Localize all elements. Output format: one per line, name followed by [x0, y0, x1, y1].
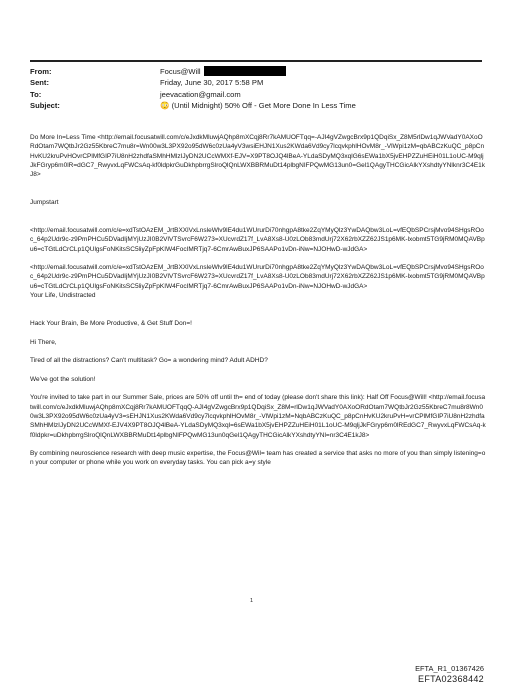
body-link-1: <http://email.focusatwill.com/c/e=xdTstOAzEM_JrtBXXlVxLnsleWlv9lE4du1WUrurDi70nhgpA8tke2ZqYMyQlz3YwDAQbw3LoL=vfEQbSPCrsjMvo94SHgsROoc_64p2Udr9c-z9PmPHCu5DVadIjMYjUzJI0B2VlVTSvrcF6W273=XUcvrdZ17f_LvA8Xs8-U0zLOb83mdUrj72X62rbXZZ62JS1p6MK-lxobmt5TG9jRM0MQAVBpu6=cTGtLdCrCLp1QUlgsFoNKitsSC5liyZpFpKIW4FocIMRTjq7-6CmrAwBuxJP6SAAPo1vDn-iNw=NJOHwD-wJdGA> — [30, 226, 485, 253]
from-value: Focus@Will — [160, 67, 201, 76]
body-heading-hack: Hack Your Brain, Be More Productive, & Get Stuff Don=! — [30, 319, 192, 327]
footer-id-1: EFTA_R1_01367426 — [415, 664, 484, 673]
sent-label: Sent: — [30, 78, 49, 88]
top-rule — [30, 60, 482, 62]
footer-id-2: EFTA02368442 — [418, 674, 484, 684]
subject-label: Subject: — [30, 101, 60, 111]
body-greeting: Hi There, — [30, 338, 57, 346]
page-number: 1 — [250, 598, 254, 604]
subject-row — [30, 100, 480, 111]
to-row — [30, 89, 480, 100]
body-link-2: <http://email.focusatwill.com/c/e=xdTstOAzEM_JrtBXXlVxLnsleWlv9lE4du1WUrurDi70nhgpA8tke2ZqYMyQlz3YwDAQbw3LoL=vfEQbSPCrsjMvo94SHgsROoc_64p2Udr9c-z9PmPHCu5DVadIjMYjUzJI0B2VlVTSvrcF6W273=XUcvrdZ17f_LvA8Xs8-U0zLOb83mdUrj72X62rbXZZ62JS1p6MK-lxobmt5TG9jRM0MQAVBpu6=cTGtLdCrCLp1QUlgsFoNKitsSC5liyZpFpKIW4FocIMRTjq7-6CmrAwBuxJP6SAAPo1vDn-iNw=NJOHwD-wJdGA> — [30, 264, 485, 290]
body-tagline: Your Life, Undistracted — [30, 292, 96, 300]
body-paragraph-1: Do More In=Less Time <http://email.focusatwill.com/c/eJxdkMluwjAQhp8mXCqj8Rr7kAMUOFTqq=-AJI4gVZwgcBrx9p1QDqiSx_Z8M5rlDw1qJWVadY0AXoORdOtam7WQtbJr2Gz55KbreC7mu8r=Wn00w3L3PX92o95dW6c0zUa4yV3wsiEHJN1Xus2KWda6Vd9cy7lcqvkphlHOvM8r_-VlWpi1zM=qbABCzKuQC_p8pCnHvKU2kruPvHOvrCPlMfGIP7iU8nH2zhdfaSMhHMlzIJyDN2UCcWMXf-EJV=X9PT8OJQ4lBeA-YLdaSDyMQ3xqlG6sEWa1bX5jvEHPZZuHEiH01L1oUC-M9qljJkFGryp6m0lR=dGC7_RwyvxLqFWCsAq-kf0ldpkrGuDkhpbrrgSlroQlQnLWXBBRMuDt14plbgNIFPQwMG13un0=Gel1QAgyTHCGicAlkYXshdtyYNlknr3C4E1kJ8> — [30, 134, 486, 179]
sent-value: Friday, June 30, 2017 5:58 PM — [160, 78, 264, 88]
body-heading-jumpstart: Jumpstart — [30, 199, 59, 207]
sent-row — [30, 77, 480, 88]
body-question: Tired of all the distractions? Can't multitask? Go= a wondering mind? Adult ADHD? — [30, 357, 268, 365]
from-row — [30, 66, 480, 77]
email-body — [30, 133, 486, 468]
body-description: By combining neuroscience research with deep music expertise, the Focus@Wil= team has created a service that asks no more of you than simply listening=on your computer or phone while you work on everyday tasks. You can pick a=y style — [30, 450, 486, 467]
email-header — [30, 66, 480, 112]
to-label: To: — [30, 89, 42, 99]
to-value: jeevacation@gmail.com — [160, 89, 241, 99]
from-label: From: — [30, 67, 52, 76]
body-sale-paragraph: You're invited to take part in our Summer Sale, prices are 50% off until th= end of today (please don't share this link): Half Off Focus@Will! <http://email.focusatwill.com/c/eJxdkMluwjAQhp8mXCqj8Rr7kAMUOFTqqQ-AJI4gVZwgcBrx9p1QDqiSx_Z8M=rlDw1qJWVadY0AXoORdOtam7WQtbJr2Gz55KbreC7mu8r8Wn00w3L3PX92o95dW6c0zUa4yV3=sEHJN1Xus2KWda6Vd9cy7lcqvkphlHOvM8r_-VlWpi1zM=NqbABCzKuQC_p8pCnHvKU2kruPvH=vrCPlMfGIP7iU8nH2zhdfaSMhHMlzIJyDN2UCcWMXf-EJV4X9PT8OJQ4lBeA-YLdaSDyMQ3xql=6sEWa1bX5jvEHPZZuHEiH01L1oUC-M9qljJkFGryp6m0lREdGC7_RwyvxLqFWCsAq-kf0ldpkr=uDkhpbrrgSlroQlQnLWXBBRMuDt14plbgNIFPQwMG13un0qGel1QAgyTHCGicAlkYXshdtyYNl=nr3C4E1kJ8> — [30, 394, 486, 439]
subject-value: 😳 (Until Midnight) 50% Off - Get More Done In Less Time — [160, 101, 356, 111]
body-solution: We've got the solution! — [30, 375, 96, 383]
redaction-bar — [204, 66, 286, 76]
